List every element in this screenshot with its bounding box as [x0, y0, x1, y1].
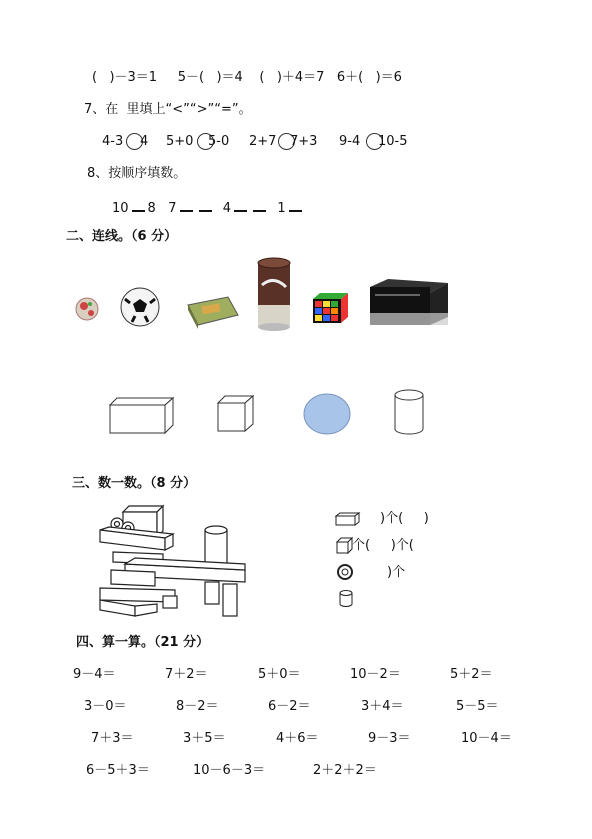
equation: 5＋2＝: [450, 667, 493, 682]
equation: 8－2＝: [176, 699, 219, 714]
equation: 3－0＝: [84, 699, 127, 714]
equation: 7＋2＝: [165, 667, 208, 682]
cylinder-shape: [395, 390, 423, 434]
objects-row: [70, 255, 460, 335]
equation: 2＋2＋2＝: [313, 763, 377, 778]
cube-shape: [218, 396, 253, 431]
answer-blank[interactable]: [199, 198, 212, 212]
answer-blank[interactable]: [253, 198, 266, 212]
cylinder-icon: [340, 591, 352, 607]
cube-icon: [337, 538, 352, 553]
count-row-2: 个( )个(: [352, 538, 414, 553]
black-box-image: [370, 279, 448, 325]
equation: 10－4＝: [461, 731, 512, 746]
cylinder-can-image: [258, 258, 290, 331]
q7-item: 2+7: [249, 134, 277, 149]
section-2-title: 二、连线。（6 分）: [66, 229, 178, 244]
answer-blank[interactable]: [289, 198, 302, 212]
equation: 4＋6＝: [276, 731, 319, 746]
q7-item: 7+3: [290, 134, 318, 149]
ring-icon: [338, 565, 352, 579]
q7-item: 10-5: [378, 134, 408, 149]
answer-blank[interactable]: [234, 198, 247, 212]
equation: 7＋3＝: [91, 731, 134, 746]
equation: 5－5＝: [456, 699, 499, 714]
rubik-cube-image: [313, 293, 348, 323]
q7-item: 5-0: [208, 134, 230, 149]
equation: 10－2＝: [350, 667, 401, 682]
cuboid-icon: [336, 513, 359, 525]
count-row-1: )个( ): [380, 511, 429, 526]
q7-item: 4-3: [102, 134, 124, 149]
q7-item: 4: [140, 134, 149, 149]
answer-blank[interactable]: [180, 198, 193, 212]
cuboid-shape: [110, 398, 173, 433]
q8-sequence: 10 8 7 4 1: [112, 198, 305, 217]
equation: 5＋0＝: [258, 667, 301, 682]
equation: 10－6－3＝: [193, 763, 266, 778]
equation: 6－2＝: [268, 699, 311, 714]
soccer-ball-image: [121, 288, 159, 326]
sphere-shape: [304, 394, 350, 434]
q6-equations: ( )－3＝1 5－( )＝4 ( )＋4＝7 6＋( )＝6: [92, 70, 402, 85]
q7-item: 5+0: [166, 134, 194, 149]
block-tower-image: [95, 500, 250, 620]
equation: 6－5＋3＝: [86, 763, 150, 778]
count-row-3: )个: [387, 565, 406, 580]
equation: 9－4＝: [73, 667, 116, 682]
equation: 3＋5＝: [183, 731, 226, 746]
small-ball-image: [76, 298, 98, 320]
shapes-row: [105, 385, 430, 440]
q7-item: 9-4: [339, 134, 361, 149]
q7-title: 7、在 里填上“<”“>”“=”。: [84, 102, 252, 117]
count-icons: [333, 510, 361, 610]
answer-blank[interactable]: [132, 198, 145, 212]
section-3-title: 三、数一数。（8 分）: [72, 476, 197, 491]
q8-title: 8、按顺序填数。: [87, 166, 187, 181]
equation: 3＋4＝: [361, 699, 404, 714]
section-4-title: 四、算一算。（21 分）: [76, 635, 210, 650]
box-image: [188, 297, 238, 329]
equation: 9－3＝: [368, 731, 411, 746]
